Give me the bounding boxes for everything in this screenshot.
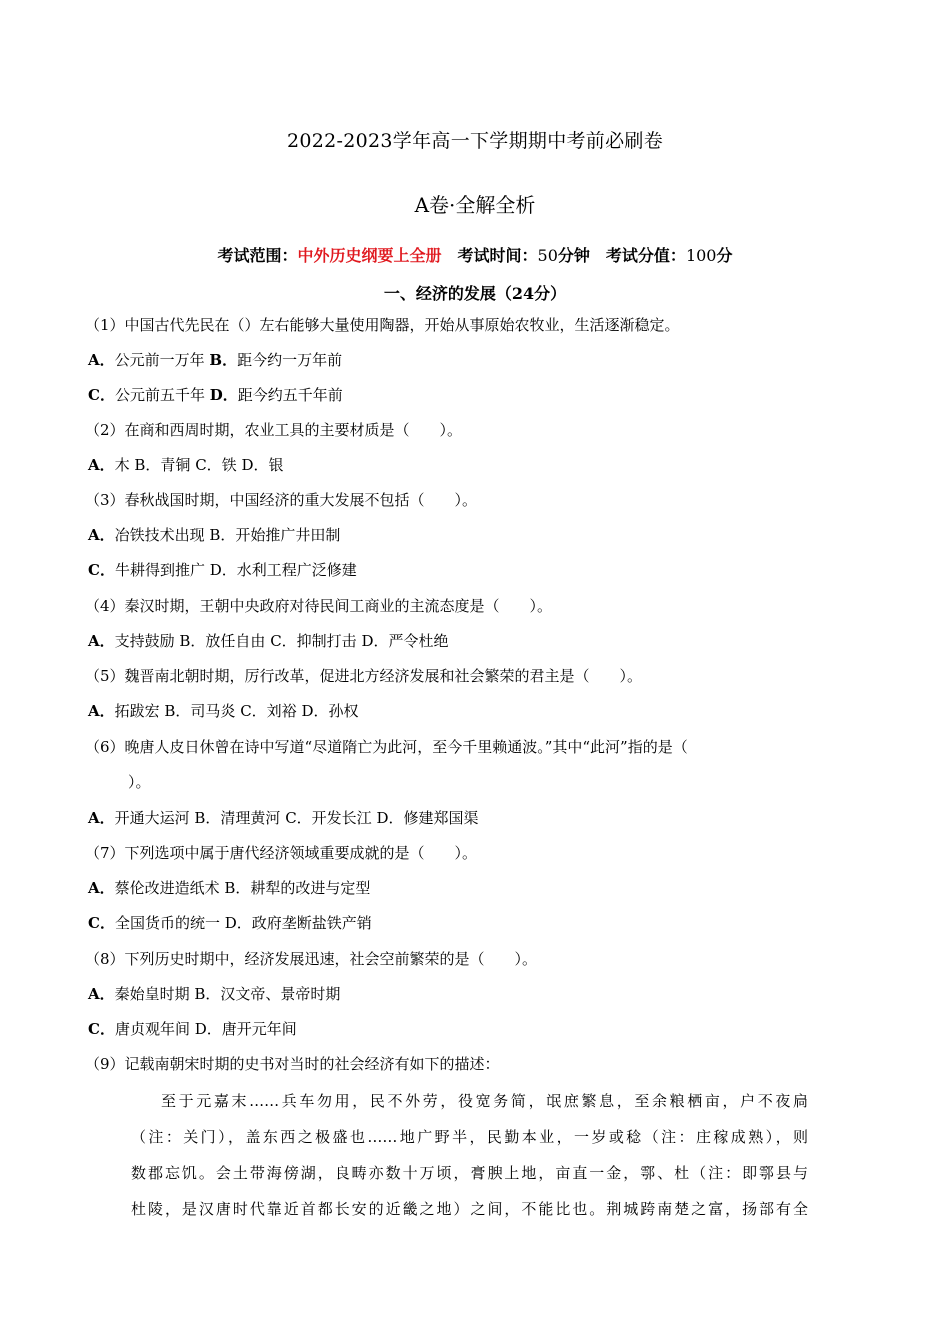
question-8-options-ab: A．秦始皇时期 B．汉文帝、景帝时期: [88, 985, 341, 1003]
question-7: （7）下列选项中属于唐代经济领域重要成就的是（ ）。: [85, 844, 478, 862]
time-label: 考试时间：: [457, 246, 538, 265]
question-1: （1）中国古代先民在（）左右能够大量使用陶器，开始从事原始农牧业，生活逐渐稳定。: [85, 316, 680, 334]
section-title: 一、经济的发展（24分）: [383, 284, 567, 303]
question-7-options-ab: A．蔡伦改进造纸术 B．耕犁的改进与定型: [88, 879, 371, 897]
question-4-options: A．支持鼓励 B．放任自由 C．抑制打击 D．严令杜绝: [88, 632, 449, 650]
question-8: （8）下列历史时期中，经济发展迅速，社会空前繁荣的是（ ）。: [85, 950, 538, 968]
score-unit: 分: [716, 246, 733, 265]
question-3-options-ab: A．冶铁技术出现 B．开始推广井田制: [88, 526, 341, 544]
quote-line-1: 至于元嘉末……兵车勿用，民不外劳，役宽务简，氓庶繁息，至余粮栖亩，户不夜扃: [161, 1092, 808, 1110]
question-6-options: A．开通大运河 B．清理黄河 C．开发长江 D．修建郑国渠: [88, 809, 479, 827]
range-value: 中外历史纲要上全册: [297, 246, 442, 265]
question-2: （2）在商和西周时期，农业工具的主要材质是（ ）。: [85, 421, 463, 439]
question-9: （9）记载南朝宋时期的史书对当时的社会经济有如下的描述：: [85, 1055, 500, 1073]
question-2-options: A．木 B．青铜 C．铁 D．银: [88, 456, 284, 474]
question-1-options-ab: A．公元前一万年 B．距今约一万年前: [88, 351, 343, 369]
quote-line-2: （注：关门），盖东西之极盛也……地广野半，民勤本业，一岁或稔（注：庄稼成熟），则: [131, 1128, 808, 1146]
document-subtitle: A卷·全解全析: [414, 193, 536, 217]
question-5-options: A．拓跋宏 B．司马炎 C．刘裕 D．孙权: [88, 702, 359, 720]
time-unit: 分钟: [557, 246, 590, 265]
question-1-options-cd: C．公元前五千年 D．距今约五千年前: [88, 386, 343, 404]
document-title: 2022-2023学年高一下学期期中考前必刷卷: [286, 130, 664, 152]
question-3: （3）春秋战国时期，中国经济的重大发展不包括（ ）。: [85, 491, 478, 509]
score-value: 100: [685, 246, 717, 265]
question-5: （5）魏晋南北朝时期，厉行改革，促进北方经济发展和社会繁荣的君主是（ ）。: [85, 667, 643, 685]
quote-line-3: 数郡忘饥。会土带海傍湖，良畴亦数十万顷，膏腴上地，亩直一金，鄠、杜（注：即鄠县与: [131, 1164, 808, 1182]
question-4: （4）秦汉时期，王朝中央政府对待民间工商业的主流态度是（ ）。: [85, 597, 553, 615]
question-8-options-cd: C．唐贞观年间 D．唐开元年间: [88, 1020, 297, 1038]
exam-info: [0, 243, 950, 266]
question-7-options-cd: C．全国货币的统一 D．政府垄断盐铁产销: [88, 914, 372, 932]
question-6-continuation: ）。: [128, 773, 151, 791]
range-label: 考试范围：: [217, 246, 298, 265]
score-label: 考试分值：: [605, 246, 686, 265]
question-6: （6）晚唐人皮日休曾在诗中写道“尽道隋亡为此河，至今千里赖通波。”其中“此河”指的是（: [85, 738, 688, 756]
time-value: 50: [537, 246, 558, 265]
quote-line-4: 杜陵，是汉唐时代靠近首都长安的近畿之地）之间，不能比也。荆城跨南楚之富，扬部有全: [131, 1200, 808, 1218]
question-3-options-cd: C．牛耕得到推广 D．水利工程广泛修建: [88, 561, 357, 579]
